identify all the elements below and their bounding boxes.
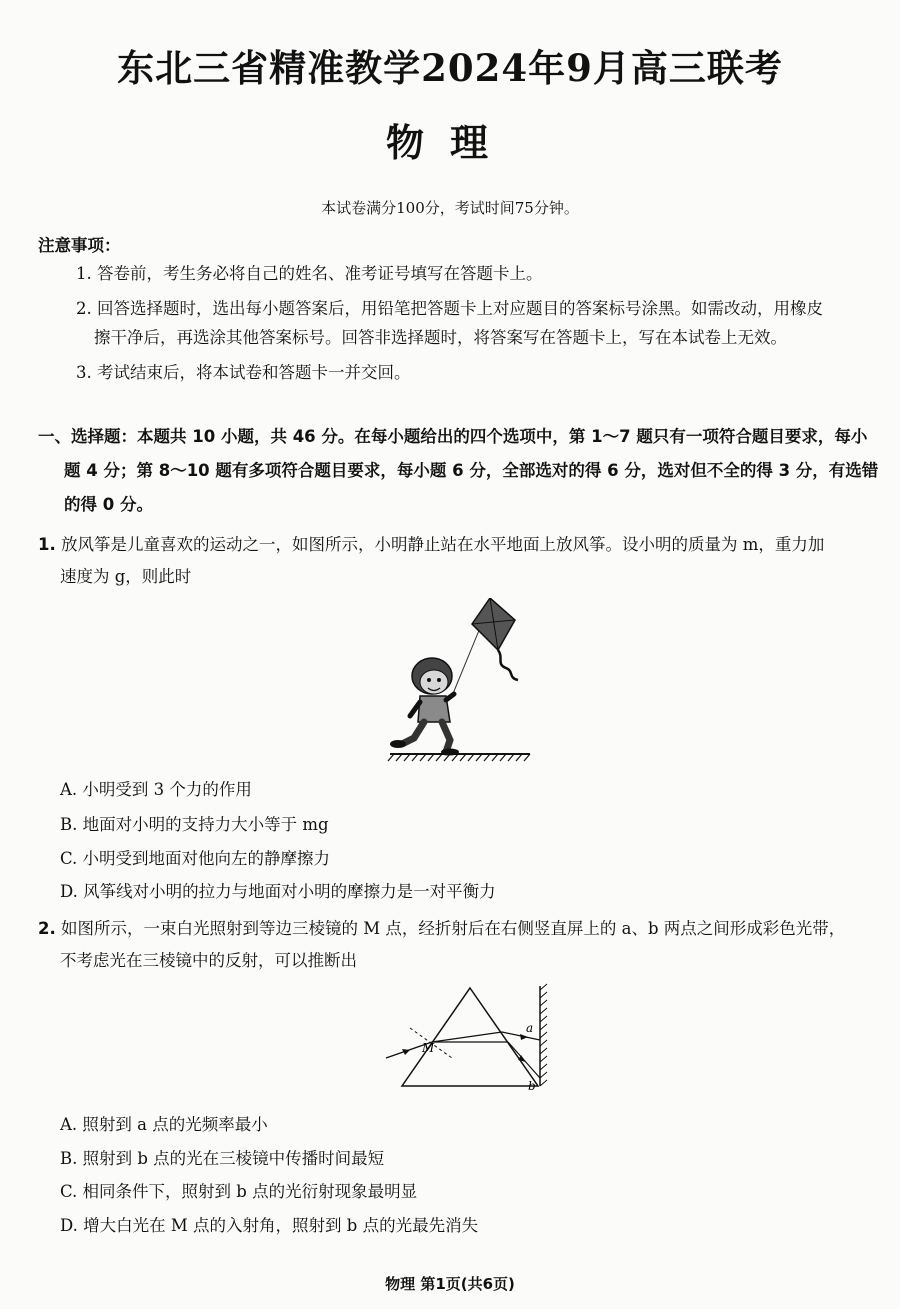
question-1-option-a: A. 小明受到 3 个力的作用: [60, 780, 252, 799]
point-b-label: b: [528, 1079, 536, 1093]
question-2-number: 2.: [38, 919, 56, 938]
subject-title: 物理: [385, 120, 514, 165]
prism-figure: [382, 982, 562, 1094]
question-1-line-1: [38, 530, 888, 559]
notice-item-2-cont: 擦干净后，再选涂其他答案标号。回答非选择题时，将答案写在答题卡上，写在本试卷上无效。: [94, 328, 787, 347]
point-a-label: a: [526, 1021, 534, 1035]
question-1-option-b: B. 地面对小明的支持力大小等于 mg: [60, 815, 329, 834]
question-2-option-d: D. 增大白光在 M 点的入射角，照射到 b 点的光最先消失: [60, 1216, 479, 1235]
exam-title: 东北三省精准教学2024年9月高三联考: [117, 46, 783, 90]
question-2-option-b: B. 照射到 b 点的光在三棱镜中传播时间最短: [60, 1149, 385, 1168]
question-2-text: 如图所示，一束白光照射到等边三棱镜的 M 点，经折射后在右侧竖直屏上的 a、b 两点之间形成彩色光带，: [61, 919, 846, 938]
question-1-text: 放风筝是儿童喜欢的运动之一，如图所示，小明静止站在水平地面上放风筝。设小明的质量为 m，重力加: [61, 535, 825, 554]
kite-figure: [380, 598, 580, 770]
section-line-3: 的得 0 分。: [64, 495, 153, 514]
question-2-option-a: A. 照射到 a 点的光频率最小: [60, 1115, 268, 1134]
page-footer: 物理 第1页(共6页): [385, 1275, 515, 1293]
section-line-1: 一、选择题：本题共 10 小题，共 46 分。在每小题给出的四个选项中，第 1～7 题只有一项符合题目要求，每小: [38, 427, 868, 446]
notice-heading: 注意事项：: [38, 236, 121, 255]
notice-item-3: 3. 考试结束后，将本试卷和答题卡一并交回。: [76, 363, 411, 382]
section-line-2: 题 4 分；第 8～10 题有多项符合题目要求，每小题 6 分，全部选对的得 6 分，选对但不全的得 3 分，有选错: [64, 461, 879, 480]
exam-meta: 本试卷满分100分，考试时间75分钟。: [321, 199, 579, 217]
question-1-number: 1.: [38, 535, 56, 554]
question-2-option-c: C. 相同条件下，照射到 b 点的光衍射现象最明显: [60, 1182, 418, 1201]
notice-item-2: 2. 回答选择题时，选出每小题答案后，用铅笔把答题卡上对应题目的答案标号涂黑。如需改动，用橡皮: [76, 299, 823, 318]
question-2-line-1: [38, 914, 888, 943]
notice-item-1: 1. 答卷前，考生务必将自己的姓名、准考证号填写在答题卡上。: [76, 264, 543, 283]
question-1-option-d: D. 风筝线对小明的拉力与地面对小明的摩擦力是一对平衡力: [60, 882, 496, 901]
point-m-label: M: [422, 1041, 435, 1055]
question-2-line-2: 不考虑光在三棱镜中的反射，可以推断出: [60, 951, 357, 970]
question-1-option-c: C. 小明受到地面对他向左的静摩擦力: [60, 849, 331, 868]
question-1-line-2: 速度为 g，则此时: [60, 567, 192, 586]
